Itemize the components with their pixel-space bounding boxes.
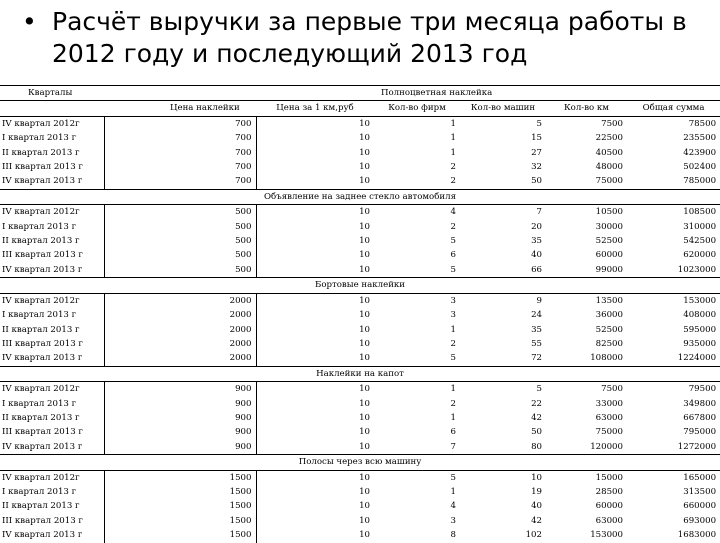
value-cell: 10: [359, 353, 370, 364]
value-cell: 1: [450, 133, 456, 144]
value-cell: 500: [104, 263, 256, 278]
value-cell: 22500: [595, 133, 623, 144]
column-header: Кол-во машин: [460, 101, 546, 116]
table-row: [0, 160, 720, 174]
value-cell: 50: [531, 176, 542, 187]
value-cell: 10: [359, 133, 370, 144]
slide-title-text: Расчёт выручки за первые три месяца работы в 2012 году и последующий 2013 год: [52, 7, 687, 68]
value-cell: 79500: [627, 382, 720, 397]
value-cell: 900: [104, 425, 256, 439]
table-row: [0, 499, 720, 513]
value-cell: 35: [531, 324, 542, 335]
value-cell: 60000: [595, 501, 623, 512]
table-row: [0, 323, 720, 337]
quarter-cell: IV квартал 2012г: [0, 116, 104, 131]
value-cell: 693000: [683, 515, 717, 526]
value-cell: 1500: [104, 485, 256, 499]
value-cell: 35: [531, 236, 542, 247]
value-cell: 500: [104, 220, 256, 234]
value-cell: 1: [450, 412, 456, 423]
quarter-cell: IV квартал 2013 г: [0, 440, 104, 455]
quarter-cell: III квартал 2013 г: [0, 248, 104, 262]
value-cell: 40: [531, 501, 542, 512]
value-cell: 1023000: [677, 264, 717, 275]
quarter-cell: III квартал 2013 г: [0, 514, 104, 528]
value-cell: 10500: [546, 205, 627, 220]
table-columns-row: [0, 101, 720, 116]
value-cell: 10: [359, 324, 370, 335]
quarter-cell: IV квартал 2013 г: [0, 528, 104, 542]
table-row: [0, 293, 720, 308]
quarter-cell: II квартал 2013 г: [0, 234, 104, 248]
value-cell: 4: [450, 501, 456, 512]
value-cell: 10: [256, 205, 374, 220]
quarter-cell: IV квартал 2012г: [0, 205, 104, 220]
quarter-cell: I квартал 2013 г: [0, 485, 104, 499]
table-row: [0, 397, 720, 411]
value-cell: 102: [525, 530, 542, 541]
value-cell: 10: [359, 338, 370, 349]
table-row: [0, 205, 720, 220]
value-cell: 30000: [595, 221, 623, 232]
value-cell: 1: [450, 486, 456, 497]
quarter-cell: II квартал 2013 г: [0, 146, 104, 160]
column-header: Кол-во км: [546, 101, 627, 116]
value-cell: 660000: [683, 501, 717, 512]
value-cell: 1: [450, 324, 456, 335]
value-cell: 108500: [627, 205, 720, 220]
value-cell: 6: [450, 427, 456, 438]
value-cell: 423900: [683, 147, 717, 158]
table-row: [0, 485, 720, 499]
value-cell: 5: [450, 353, 456, 364]
value-cell: 8: [450, 530, 456, 541]
value-cell: 595000: [683, 324, 717, 335]
section-title: Полосы через всю машину: [0, 455, 720, 470]
section-title: Бортовые наклейки: [0, 278, 720, 293]
value-cell: 66: [531, 264, 542, 275]
value-cell: 10: [359, 176, 370, 187]
column-header: Кол-во фирм: [374, 101, 460, 116]
value-cell: 10: [359, 236, 370, 247]
value-cell: 1: [374, 116, 460, 131]
group-header: Полноцветная наклейка: [104, 86, 720, 101]
value-cell: 2000: [104, 323, 256, 337]
value-cell: 63000: [595, 515, 623, 526]
bullet-icon: •: [22, 7, 37, 36]
value-cell: 2: [450, 398, 456, 409]
value-cell: 108000: [590, 353, 623, 364]
value-cell: 1224000: [677, 353, 717, 364]
table-row: [0, 351, 720, 366]
value-cell: 2: [450, 338, 456, 349]
table-row: [0, 248, 720, 262]
table-row: [0, 411, 720, 425]
section-header-row: [0, 189, 720, 204]
value-cell: 10: [359, 147, 370, 158]
value-cell: 13500: [546, 293, 627, 308]
section-header-row: [0, 366, 720, 381]
quarter-cell: IV квартал 2013 г: [0, 174, 104, 189]
table-body: [0, 116, 720, 542]
value-cell: 2: [450, 176, 456, 187]
value-cell: 700: [104, 146, 256, 160]
value-cell: 10: [256, 293, 374, 308]
value-cell: 82500: [595, 338, 623, 349]
value-cell: 75000: [595, 427, 623, 438]
value-cell: 78500: [627, 116, 720, 131]
value-cell: 235500: [683, 133, 717, 144]
value-cell: 900: [104, 397, 256, 411]
table-row: [0, 308, 720, 322]
value-cell: 24: [531, 310, 542, 321]
value-cell: 5: [460, 382, 546, 397]
value-cell: 5: [450, 264, 456, 275]
value-cell: 10: [359, 501, 370, 512]
quarter-cell: I квартал 2013 г: [0, 131, 104, 145]
value-cell: 42: [531, 412, 542, 423]
value-cell: 10: [359, 221, 370, 232]
value-cell: 2000: [104, 337, 256, 351]
value-cell: 120000: [590, 441, 623, 452]
value-cell: 900: [104, 411, 256, 425]
value-cell: 10: [359, 486, 370, 497]
value-cell: 408000: [683, 310, 717, 321]
quarter-cell: III квартал 2013 г: [0, 160, 104, 174]
section-title: Наклейки на капот: [0, 366, 720, 381]
value-cell: 1500: [104, 470, 256, 485]
slide-title: [22, 6, 712, 70]
value-cell: 10: [359, 427, 370, 438]
value-cell: 700: [104, 131, 256, 145]
quarters-header: Кварталы: [0, 86, 104, 101]
quarter-cell: III квартал 2013 г: [0, 337, 104, 351]
value-cell: 1500: [104, 514, 256, 528]
value-cell: 3: [450, 310, 456, 321]
value-cell: 55: [531, 338, 542, 349]
value-cell: 10: [460, 470, 546, 485]
section-header-row: [0, 455, 720, 470]
value-cell: 80: [531, 441, 542, 452]
value-cell: 1500: [104, 499, 256, 513]
value-cell: 3: [450, 515, 456, 526]
table-row: [0, 131, 720, 145]
quarter-cell: I квартал 2013 г: [0, 220, 104, 234]
column-header: Общая сумма: [627, 101, 720, 116]
value-cell: 349800: [683, 398, 717, 409]
column-header: Цена за 1 км,руб: [256, 101, 374, 116]
section-title: Объявление на заднее стекло автомобиля: [0, 189, 720, 204]
value-cell: 7500: [546, 116, 627, 131]
value-cell: 6: [450, 250, 456, 261]
value-cell: 40500: [595, 147, 623, 158]
value-cell: 3: [374, 293, 460, 308]
value-cell: 42: [531, 515, 542, 526]
quarter-cell: IV квартал 2013 г: [0, 351, 104, 366]
value-cell: 165000: [627, 470, 720, 485]
table-row: [0, 440, 720, 455]
value-cell: 7: [460, 205, 546, 220]
quarter-cell: III квартал 2013 г: [0, 425, 104, 439]
value-cell: 900: [104, 440, 256, 455]
value-cell: 1500: [104, 528, 256, 542]
quarter-cell: IV квартал 2012г: [0, 382, 104, 397]
value-cell: 10: [359, 250, 370, 261]
value-cell: 935000: [683, 338, 717, 349]
value-cell: 2: [450, 162, 456, 173]
quarter-cell: IV квартал 2013 г: [0, 263, 104, 278]
value-cell: 10: [256, 382, 374, 397]
value-cell: 500: [104, 205, 256, 220]
quarter-cell: II квартал 2013 г: [0, 323, 104, 337]
value-cell: 20: [531, 221, 542, 232]
quarter-cell: I квартал 2013 г: [0, 397, 104, 411]
value-cell: 310000: [683, 221, 717, 232]
value-cell: 700: [104, 116, 256, 131]
value-cell: 5: [450, 236, 456, 247]
value-cell: 1: [450, 147, 456, 158]
value-cell: 15: [531, 133, 542, 144]
value-cell: 785000: [683, 176, 717, 187]
table-row: [0, 174, 720, 189]
value-cell: 900: [104, 382, 256, 397]
value-cell: 2000: [104, 351, 256, 366]
value-cell: 10: [256, 470, 374, 485]
value-cell: 10: [359, 398, 370, 409]
value-cell: 5: [374, 470, 460, 485]
value-cell: 1683000: [677, 530, 717, 541]
value-cell: 313500: [683, 486, 717, 497]
value-cell: 50: [531, 427, 542, 438]
value-cell: 620000: [683, 250, 717, 261]
value-cell: 500: [104, 248, 256, 262]
value-cell: 10: [256, 116, 374, 131]
table-row: [0, 528, 720, 542]
value-cell: 10: [359, 412, 370, 423]
value-cell: 10: [359, 264, 370, 275]
value-cell: 63000: [595, 412, 623, 423]
value-cell: 2000: [104, 308, 256, 322]
quarter-cell: II квартал 2013 г: [0, 499, 104, 513]
value-cell: 542500: [683, 236, 717, 247]
value-cell: 700: [104, 160, 256, 174]
column-header: Цена наклейки: [104, 101, 256, 116]
table-row: [0, 234, 720, 248]
value-cell: 5: [460, 116, 546, 131]
value-cell: 2000: [104, 293, 256, 308]
value-cell: 28500: [595, 486, 623, 497]
value-cell: 2: [450, 221, 456, 232]
revenue-table: [0, 85, 720, 543]
value-cell: 153000: [627, 293, 720, 308]
column-header-spacer: [0, 101, 104, 116]
quarter-cell: IV квартал 2012г: [0, 470, 104, 485]
value-cell: 75000: [595, 176, 623, 187]
value-cell: 1272000: [677, 441, 717, 452]
value-cell: 72: [531, 353, 542, 364]
value-cell: 667800: [683, 412, 717, 423]
value-cell: 10: [359, 530, 370, 541]
quarter-cell: IV квартал 2012г: [0, 293, 104, 308]
value-cell: 7500: [546, 382, 627, 397]
value-cell: 153000: [590, 530, 623, 541]
value-cell: 1: [374, 382, 460, 397]
table-header-row: [0, 86, 720, 101]
table-row: [0, 220, 720, 234]
value-cell: 500: [104, 234, 256, 248]
value-cell: 22: [531, 398, 542, 409]
value-cell: 27: [531, 147, 542, 158]
table-row: [0, 116, 720, 131]
value-cell: 10: [359, 515, 370, 526]
value-cell: 33000: [595, 398, 623, 409]
table-row: [0, 514, 720, 528]
value-cell: 4: [374, 205, 460, 220]
value-cell: 502400: [683, 162, 717, 173]
section-header-row: [0, 278, 720, 293]
quarter-cell: I квартал 2013 г: [0, 308, 104, 322]
value-cell: 60000: [595, 250, 623, 261]
value-cell: 10: [359, 441, 370, 452]
table-row: [0, 146, 720, 160]
value-cell: 52500: [595, 324, 623, 335]
value-cell: 795000: [683, 427, 717, 438]
value-cell: 40: [531, 250, 542, 261]
value-cell: 9: [460, 293, 546, 308]
table-row: [0, 263, 720, 278]
table-row: [0, 337, 720, 351]
value-cell: 7: [450, 441, 456, 452]
quarter-cell: II квартал 2013 г: [0, 411, 104, 425]
value-cell: 10: [359, 310, 370, 321]
value-cell: 15000: [546, 470, 627, 485]
value-cell: 32: [531, 162, 542, 173]
value-cell: 48000: [595, 162, 623, 173]
table-row: [0, 382, 720, 397]
table-row: [0, 470, 720, 485]
value-cell: 52500: [595, 236, 623, 247]
table-row: [0, 425, 720, 439]
value-cell: 99000: [595, 264, 623, 275]
value-cell: 36000: [595, 310, 623, 321]
value-cell: 19: [531, 486, 542, 497]
value-cell: 700: [104, 174, 256, 189]
value-cell: 10: [359, 162, 370, 173]
